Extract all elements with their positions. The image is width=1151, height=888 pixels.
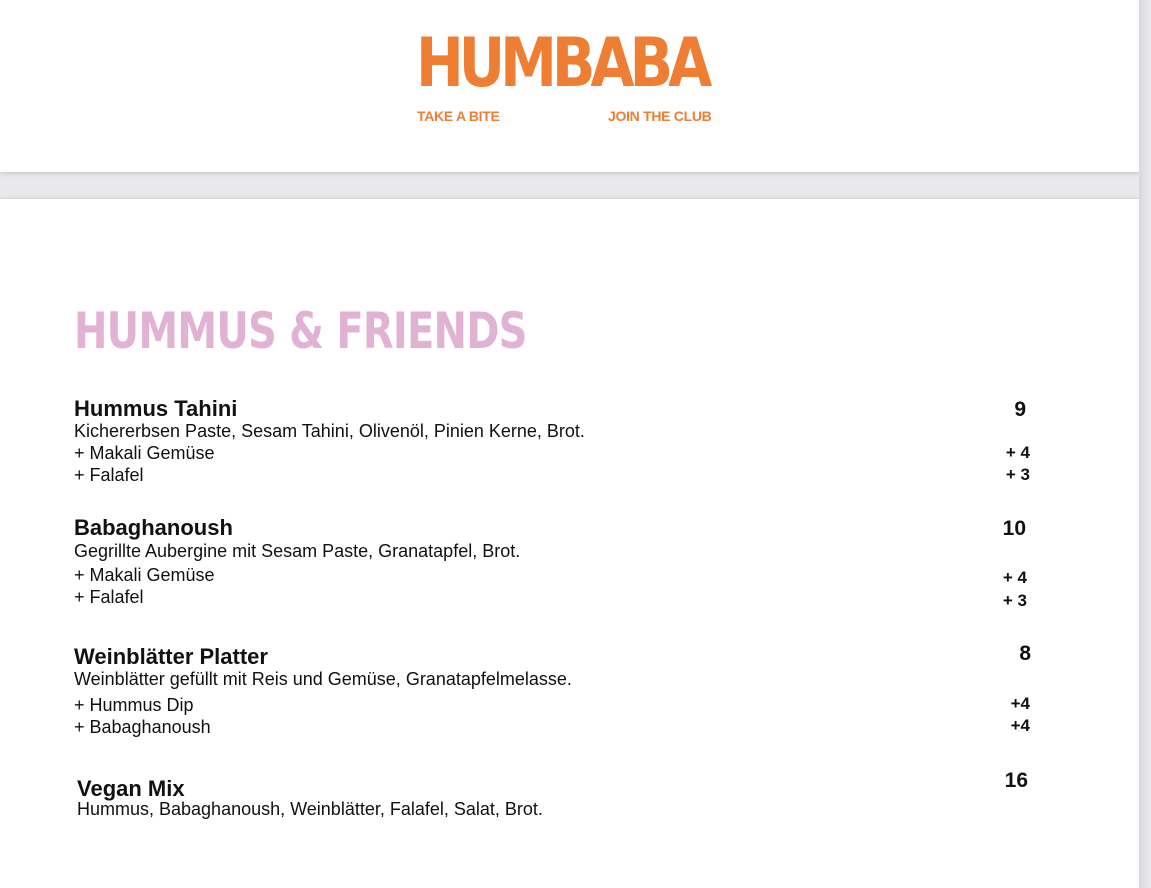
menu-panel — [0, 199, 1139, 888]
addon-price: + 3 — [1005, 465, 1030, 484]
addon-label: + Babaghanoush — [74, 717, 211, 737]
dish-price: 10 — [1002, 517, 1026, 540]
page-edge-shadow — [1139, 0, 1151, 888]
addon-price: + 4 — [1002, 568, 1027, 587]
dish-price: 9 — [1014, 398, 1026, 421]
addon-price: +4 — [1010, 716, 1030, 735]
addon-label: + Hummus Dip — [74, 695, 194, 715]
dish-price: 16 — [1004, 769, 1028, 792]
dish-name: Babaghanoush — [74, 515, 233, 540]
addon-label: + Falafel — [74, 587, 144, 607]
nav-take-a-bite[interactable]: TAKE A BITE — [417, 108, 500, 124]
addon-label: + Makali Gemüse — [74, 565, 215, 585]
addon-price: +4 — [1010, 694, 1030, 713]
dish-description: Hummus, Babaghanoush, Weinblätter, Falafel, Salat, Brot. — [77, 799, 543, 819]
section-title: HUMMUS & FRIENDS — [74, 302, 527, 360]
dish-name: Vegan Mix — [77, 776, 185, 801]
dish-description: Weinblätter gefüllt mit Reis und Gemüse, Granatapfelmelasse. — [74, 669, 572, 689]
dish-price: 8 — [1019, 642, 1031, 665]
nav-join-the-club[interactable]: JOIN THE CLUB — [608, 108, 712, 124]
addon-price: + 4 — [1005, 443, 1030, 462]
humbaba-logo[interactable]: HUMBABA — [416, 24, 708, 103]
addon-price: + 3 — [1002, 591, 1027, 610]
addon-label: + Falafel — [74, 465, 144, 485]
dish-name: Weinblätter Platter — [74, 644, 268, 669]
dish-description: Kichererbsen Paste, Sesam Tahini, Olivenöl, Pinien Kerne, Brot. — [74, 421, 585, 441]
dish-name: Hummus Tahini — [74, 396, 238, 421]
dish-description: Gegrillte Aubergine mit Sesam Paste, Granatapfel, Brot. — [74, 541, 521, 561]
header-panel — [0, 0, 1139, 172]
addon-label: + Makali Gemüse — [74, 443, 215, 463]
